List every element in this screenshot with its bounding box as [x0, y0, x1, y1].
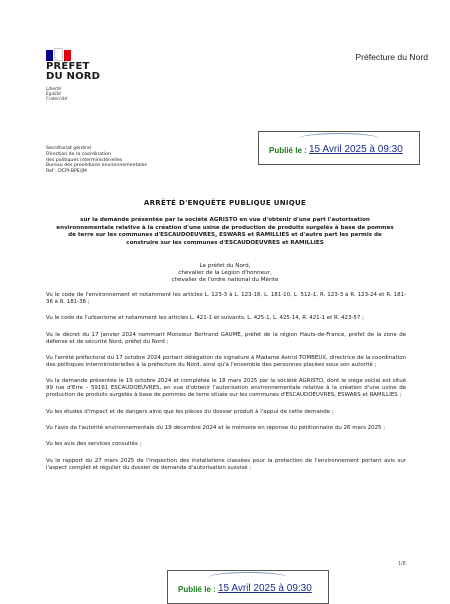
- prefet-logo-text: PRÉFET DU NORD: [46, 61, 101, 82]
- paragraph: Vu le code de l'environnement et notamment les articles L. 123-3 à L. 123-18, L. 181-10, L. 512-1, R. 123-3 à R. 123-24 et R. 181-36 à R. 181-38 ;: [46, 292, 406, 305]
- prefecture-name: Préfecture du Nord: [355, 52, 428, 62]
- paragraph: Vu la demande présentée le 19 octobre 2024 et complétée le 18 mars 2025 par la société AGRISTO, dont le siège social est situé 99 rue d'Erre – 59161 ESCAUDOEUVRES, en vue d'obtenir l'autorisation environnementale relative à la création d'une usine de production de produits surgelés à base de pommes de terre située sur les communes d'ESCAUDOEUVRES, ESWARS et RAMILLIES ;: [46, 378, 406, 399]
- document-body: [46, 292, 406, 481]
- publication-stamp-bottom: [167, 570, 329, 604]
- document-title: ARRÊTÉ D'ENQUÊTE PUBLIQUE UNIQUE: [143, 199, 307, 207]
- paragraph: Vu le décret du 17 janvier 2024 nommant Monsieur Bertrand GAUME, préfet de la région Hauts-de-France, préfet de la zone de défense et de sécurité Nord, préfet du Nord ;: [46, 331, 406, 345]
- paragraph: Vu le code de l'urbanisme et notamment les articles L. 421-1 et suivants, L. 425-1, L. 425-14, R. 421-1 et R. 423-57 ;: [46, 315, 364, 322]
- stamp-label: Publié le :: [269, 146, 307, 155]
- paragraph: Vu les études d'impact et de dangers ainsi que les pièces du dossier produit à l'appui de cette demande ;: [46, 408, 334, 415]
- flag-white-stripe: [54, 48, 63, 61]
- paragraph: Vu le rapport du 27 mars 2025 de l'inspection des installations classées pour la protection de l'environnement portant avis sur l'aspect complet et régulier du dossier de demande d'autorisation susvisé ;: [46, 457, 406, 471]
- stamp-arc: [208, 572, 288, 583]
- paragraph: Vu l'arrêté préfectoral du 17 octobre 2024 portant délégation de signature à Madame Astrid TOMBEUX, directrice de la coordination des politiques interministérielles à la préfecture du Nord, ainsi qu'à l'ensemble des personnes placées sous son autorité ;: [46, 355, 406, 368]
- stamp-date: 15 Avril 2025 à 09:30: [309, 144, 403, 155]
- stamp-date: 15 Avril 2025 à 09:30: [218, 583, 312, 594]
- republic-motto: Liberté Égalité Fraternité: [46, 87, 68, 102]
- paragraph: Vu les avis des services consultés ;: [46, 441, 142, 448]
- marianne-logo: [46, 46, 72, 58]
- paragraph: Vu l'avis de l'autorité environnementale du 19 décembre 2024 et le mémoire en réponse du pétitionnaire du 26 mars 2025 ;: [46, 424, 386, 431]
- authority-block: Le préfet du Nord, chevalier de la Légion d'honneur, chevalier de l'ordre national du Mérite: [171, 263, 279, 283]
- document-subject: sur la demande présentée par la société AGRISTO en vue d'obtenir d'une part l'autorisation environnementale relative à la création d'une usine de production de produits surgelés à base de pommes de terre sur les communes d'ESCAUDOEUVRES, ESWARS et RAMILLIES et d'autre part les permis de construire sur les communes d'ESCAUDOEUVRES et RAMILLIES: [56, 217, 394, 246]
- flag-blue-stripe: [46, 50, 53, 61]
- stamp-arc: [299, 133, 379, 144]
- service-block: Secrétariat général Direction de la coordination des politiques interministérielles Bureau des procédures environnementales Ref : DCPI-BPE/JM: [46, 146, 147, 175]
- flag-red-stripe: [64, 50, 71, 61]
- publication-stamp-top: [258, 131, 420, 165]
- stamp-label: Publié le :: [178, 585, 216, 594]
- page-number: 1/8: [398, 562, 406, 567]
